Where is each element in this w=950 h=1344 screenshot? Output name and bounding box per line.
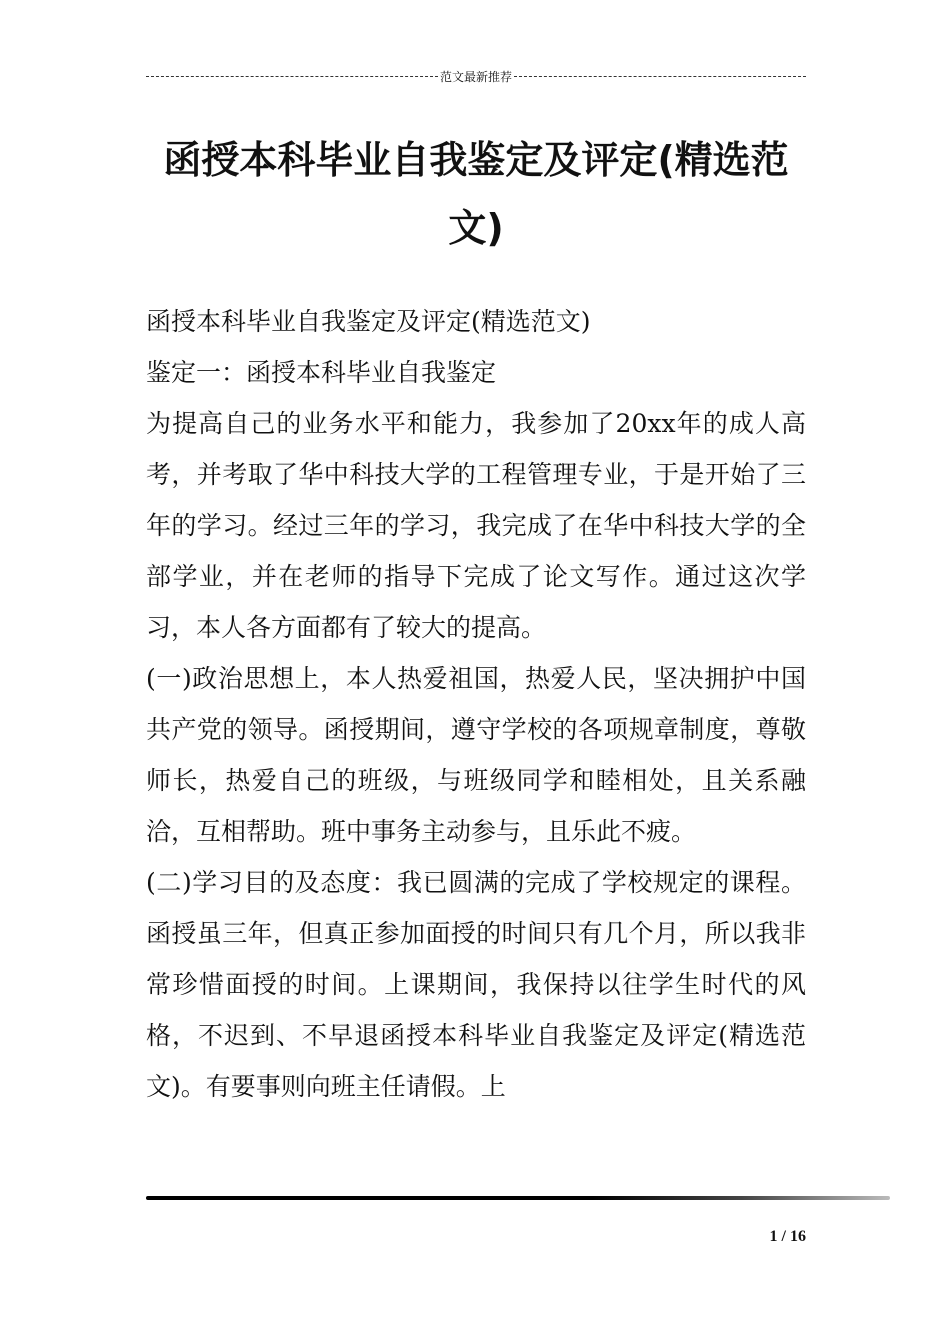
paragraph: 函授本科毕业自我鉴定及评定(精选范文) bbox=[146, 307, 591, 336]
document-body bbox=[146, 296, 806, 1112]
page-header bbox=[146, 67, 806, 85]
paragraph: (二)学习目的及态度：我已圆满的完成了学校规定的课程。函授虽三年，但真正参加面授的时间只有几个月，所以我非常珍惜面授的时间。上课期间，我保持以往学生时代的风格，不迟到、不早退函授本科毕业自我鉴定及评定(精选范文)。有要事则向班主任请假。上 bbox=[146, 868, 806, 1101]
document-title: 函授本科毕业自我鉴定及评定(精选范文) bbox=[163, 138, 789, 250]
header-dash-right bbox=[514, 76, 806, 77]
paragraph: 为提高自己的业务水平和能力，我参加了20xx年的成人高考，并考取了华中科技大学的工程管理专业，于是开始了三年的学习。经过三年的学习，我完成了在华中科技大学的全部学业，并在老师的指导下完成了论文写作。通过这次学习，本人各方面都有了较大的提高。 bbox=[146, 409, 806, 642]
footer-divider bbox=[146, 1196, 890, 1200]
header-label: 范文最新推荐 bbox=[440, 69, 513, 84]
paragraph: 鉴定一：函授本科毕业自我鉴定 bbox=[146, 358, 497, 387]
paragraph: (一)政治思想上，本人热爱祖国，热爱人民，坚决拥护中国共产党的领导。函授期间，遵守学校的各项规章制度，尊敬师长，热爱自己的班级，与班级同学和睦相处，且关系融洽，互相帮助。班中事务主动参与，且乐此不疲。 bbox=[146, 664, 806, 846]
page-number: 1 / 16 bbox=[769, 1228, 806, 1245]
header-dash-left bbox=[146, 76, 438, 77]
